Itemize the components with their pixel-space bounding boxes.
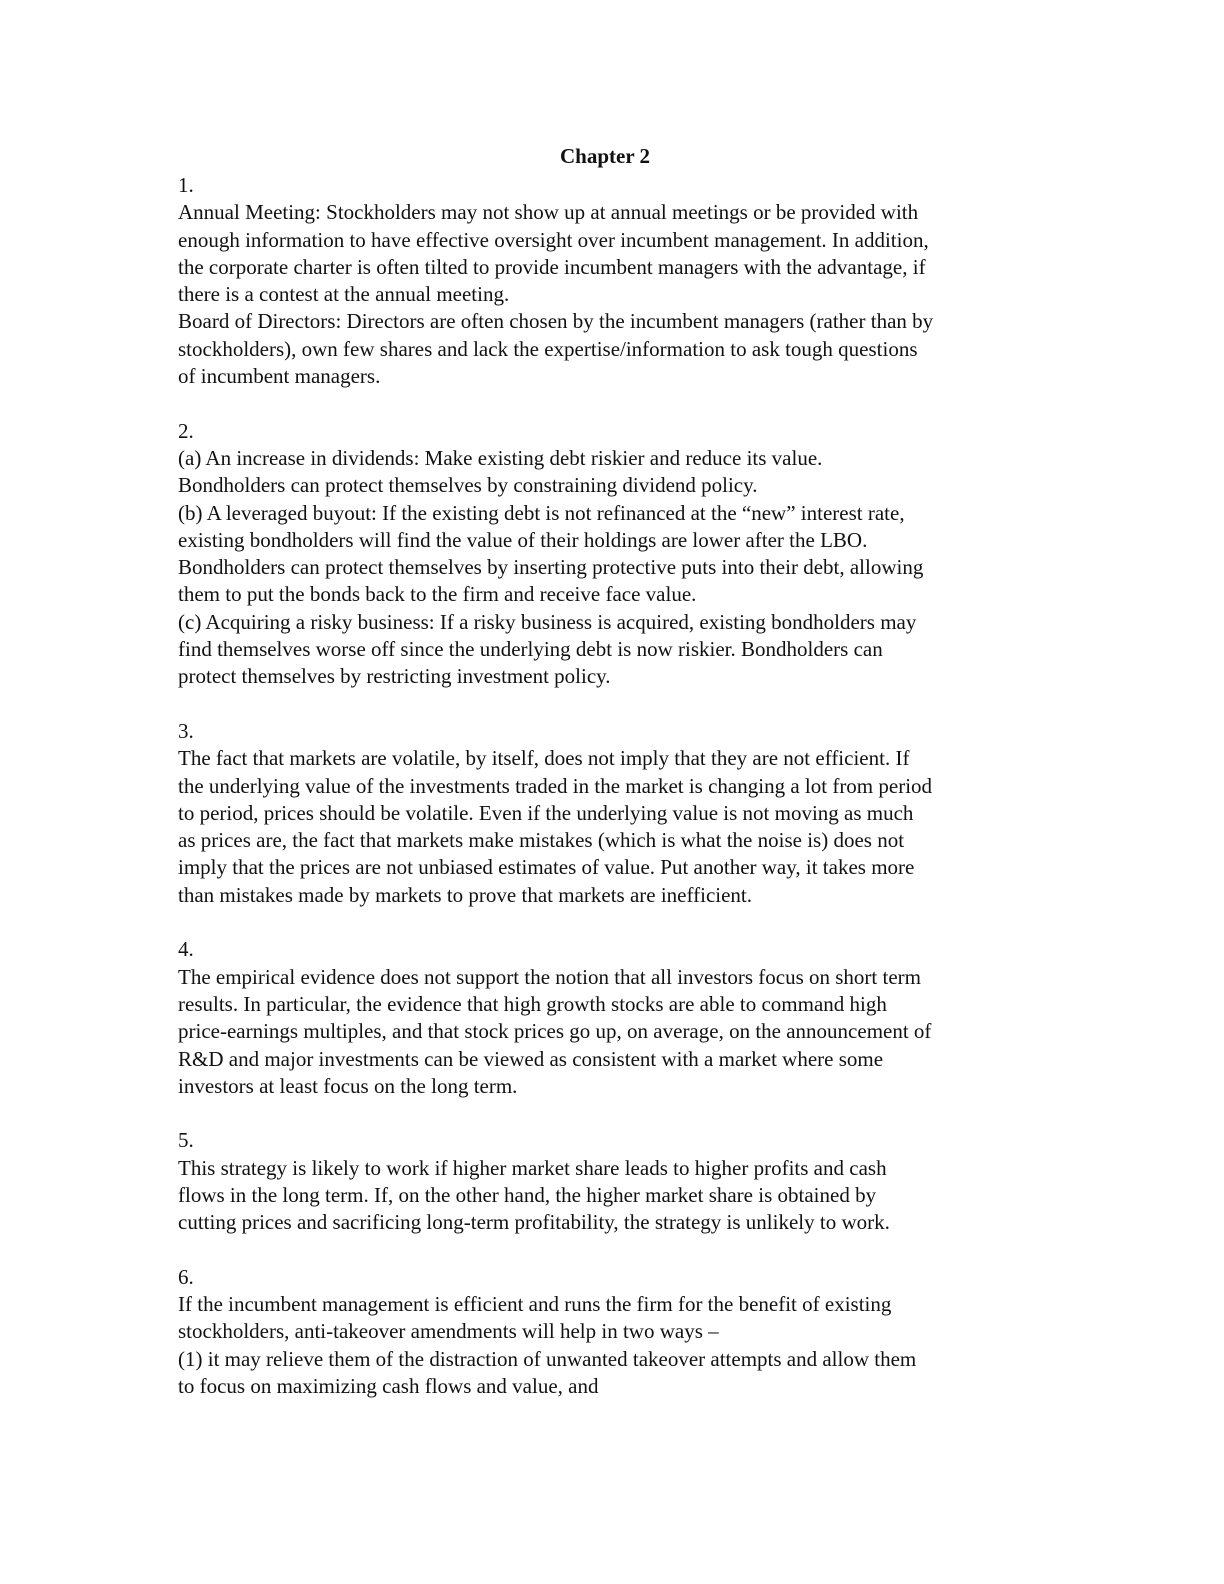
answer-text-line: Annual Meeting: Stockholders may not show up at annual meetings or be provided with: [178, 200, 919, 225]
answer-text-line: the corporate charter is often tilted to provide incumbent managers with the advantage, if: [178, 254, 926, 279]
answer-text-line: of incumbent managers.: [178, 364, 381, 389]
answer-section: [178, 1264, 1058, 1400]
answer-section: [178, 418, 1058, 691]
answer-text-line: Bondholders can protect themselves by constraining dividend policy.: [178, 473, 758, 498]
answer-text-line: (1) it may relieve them of the distraction of unwanted takeover attempts and allow them: [178, 1346, 917, 1371]
answer-text-line: price-earnings multiples, and that stock prices go up, on average, on the announcement of: [178, 1019, 932, 1044]
answer-text-line: The fact that markets are volatile, by itself, does not imply that they are not efficient. If: [178, 746, 910, 771]
answer-text-line: Bondholders can protect themselves by inserting protective puts into their debt, allowing: [178, 555, 924, 580]
question-number: 3.: [178, 718, 194, 743]
answer-text-line: The empirical evidence does not support the notion that all investors focus on short term: [178, 964, 921, 989]
answer-text-line: This strategy is likely to work if higher market share leads to higher profits and cash: [178, 1155, 887, 1180]
answer-text-line: them to put the bonds back to the firm and receive face value.: [178, 582, 697, 607]
question-number: 1.: [178, 173, 194, 197]
answer-section: [178, 718, 1058, 909]
answer-text-line: imply that the prices are not unbiased estimates of value. Put another way, it takes more: [178, 855, 915, 880]
answer-text-line: existing bondholders will find the value of their holdings are lower after the LBO.: [178, 527, 868, 552]
answer-text-line: stockholders), own few shares and lack the expertise/information to ask tough questions: [178, 336, 918, 361]
answer-text-line: (b) A leveraged buyout: If the existing debt is not refinanced at the “new” interest rate,: [178, 500, 905, 525]
document-body: [178, 172, 1058, 1428]
answer-section: [178, 936, 1058, 1100]
answer-text-line: cutting prices and sacrificing long-term profitability, the strategy is unlikely to work.: [178, 1210, 890, 1235]
answer-section: [178, 1127, 1058, 1236]
answer-text-line: to focus on maximizing cash flows and value, and: [178, 1374, 599, 1399]
answer-section: [178, 172, 1058, 390]
answer-text-line: than mistakes made by markets to prove that markets are inefficient.: [178, 882, 753, 907]
answer-text-line: enough information to have effective oversight over incumbent management. In addition,: [178, 227, 929, 252]
question-number: 2.: [178, 418, 194, 443]
answer-text-line: (c) Acquiring a risky business: If a risky business is acquired, existing bondholders may: [178, 609, 917, 634]
answer-text-line: If the incumbent management is efficient and runs the firm for the benefit of existing: [178, 1292, 892, 1317]
question-number: 6.: [178, 1264, 194, 1289]
answer-text-line: results. In particular, the evidence that high growth stocks are able to command high: [178, 991, 887, 1016]
question-number: 4.: [178, 937, 194, 962]
answer-text-line: find themselves worse off since the underlying debt is now riskier. Bondholders can: [178, 637, 883, 662]
answer-text-line: as prices are, the fact that markets make mistakes (which is what the noise is) does not: [178, 828, 905, 853]
answer-text-line: flows in the long term. If, on the other hand, the higher market share is obtained by: [178, 1182, 877, 1207]
answer-text-line: (a) An increase in dividends: Make existing debt riskier and reduce its value.: [178, 445, 823, 470]
answer-text-line: R&D and major investments can be viewed as consistent with a market where some: [178, 1046, 884, 1071]
chapter-title: Chapter 2: [559, 144, 651, 168]
answer-text-line: Board of Directors: Directors are often chosen by the incumbent managers (rather than by: [178, 309, 934, 334]
answer-text-line: the underlying value of the investments traded in the market is changing a lot from period: [178, 773, 933, 798]
question-number: 5.: [178, 1128, 194, 1153]
answer-text-line: protect themselves by restricting investment policy.: [178, 664, 611, 689]
answer-text-line: stockholders, anti-takeover amendments will help in two ways –: [178, 1319, 719, 1344]
answer-text-line: investors at least focus on the long term.: [178, 1073, 518, 1098]
answer-text-line: to period, prices should be volatile. Even if the underlying value is not moving as much: [178, 800, 914, 825]
answer-text-line: there is a contest at the annual meeting.: [178, 282, 510, 307]
